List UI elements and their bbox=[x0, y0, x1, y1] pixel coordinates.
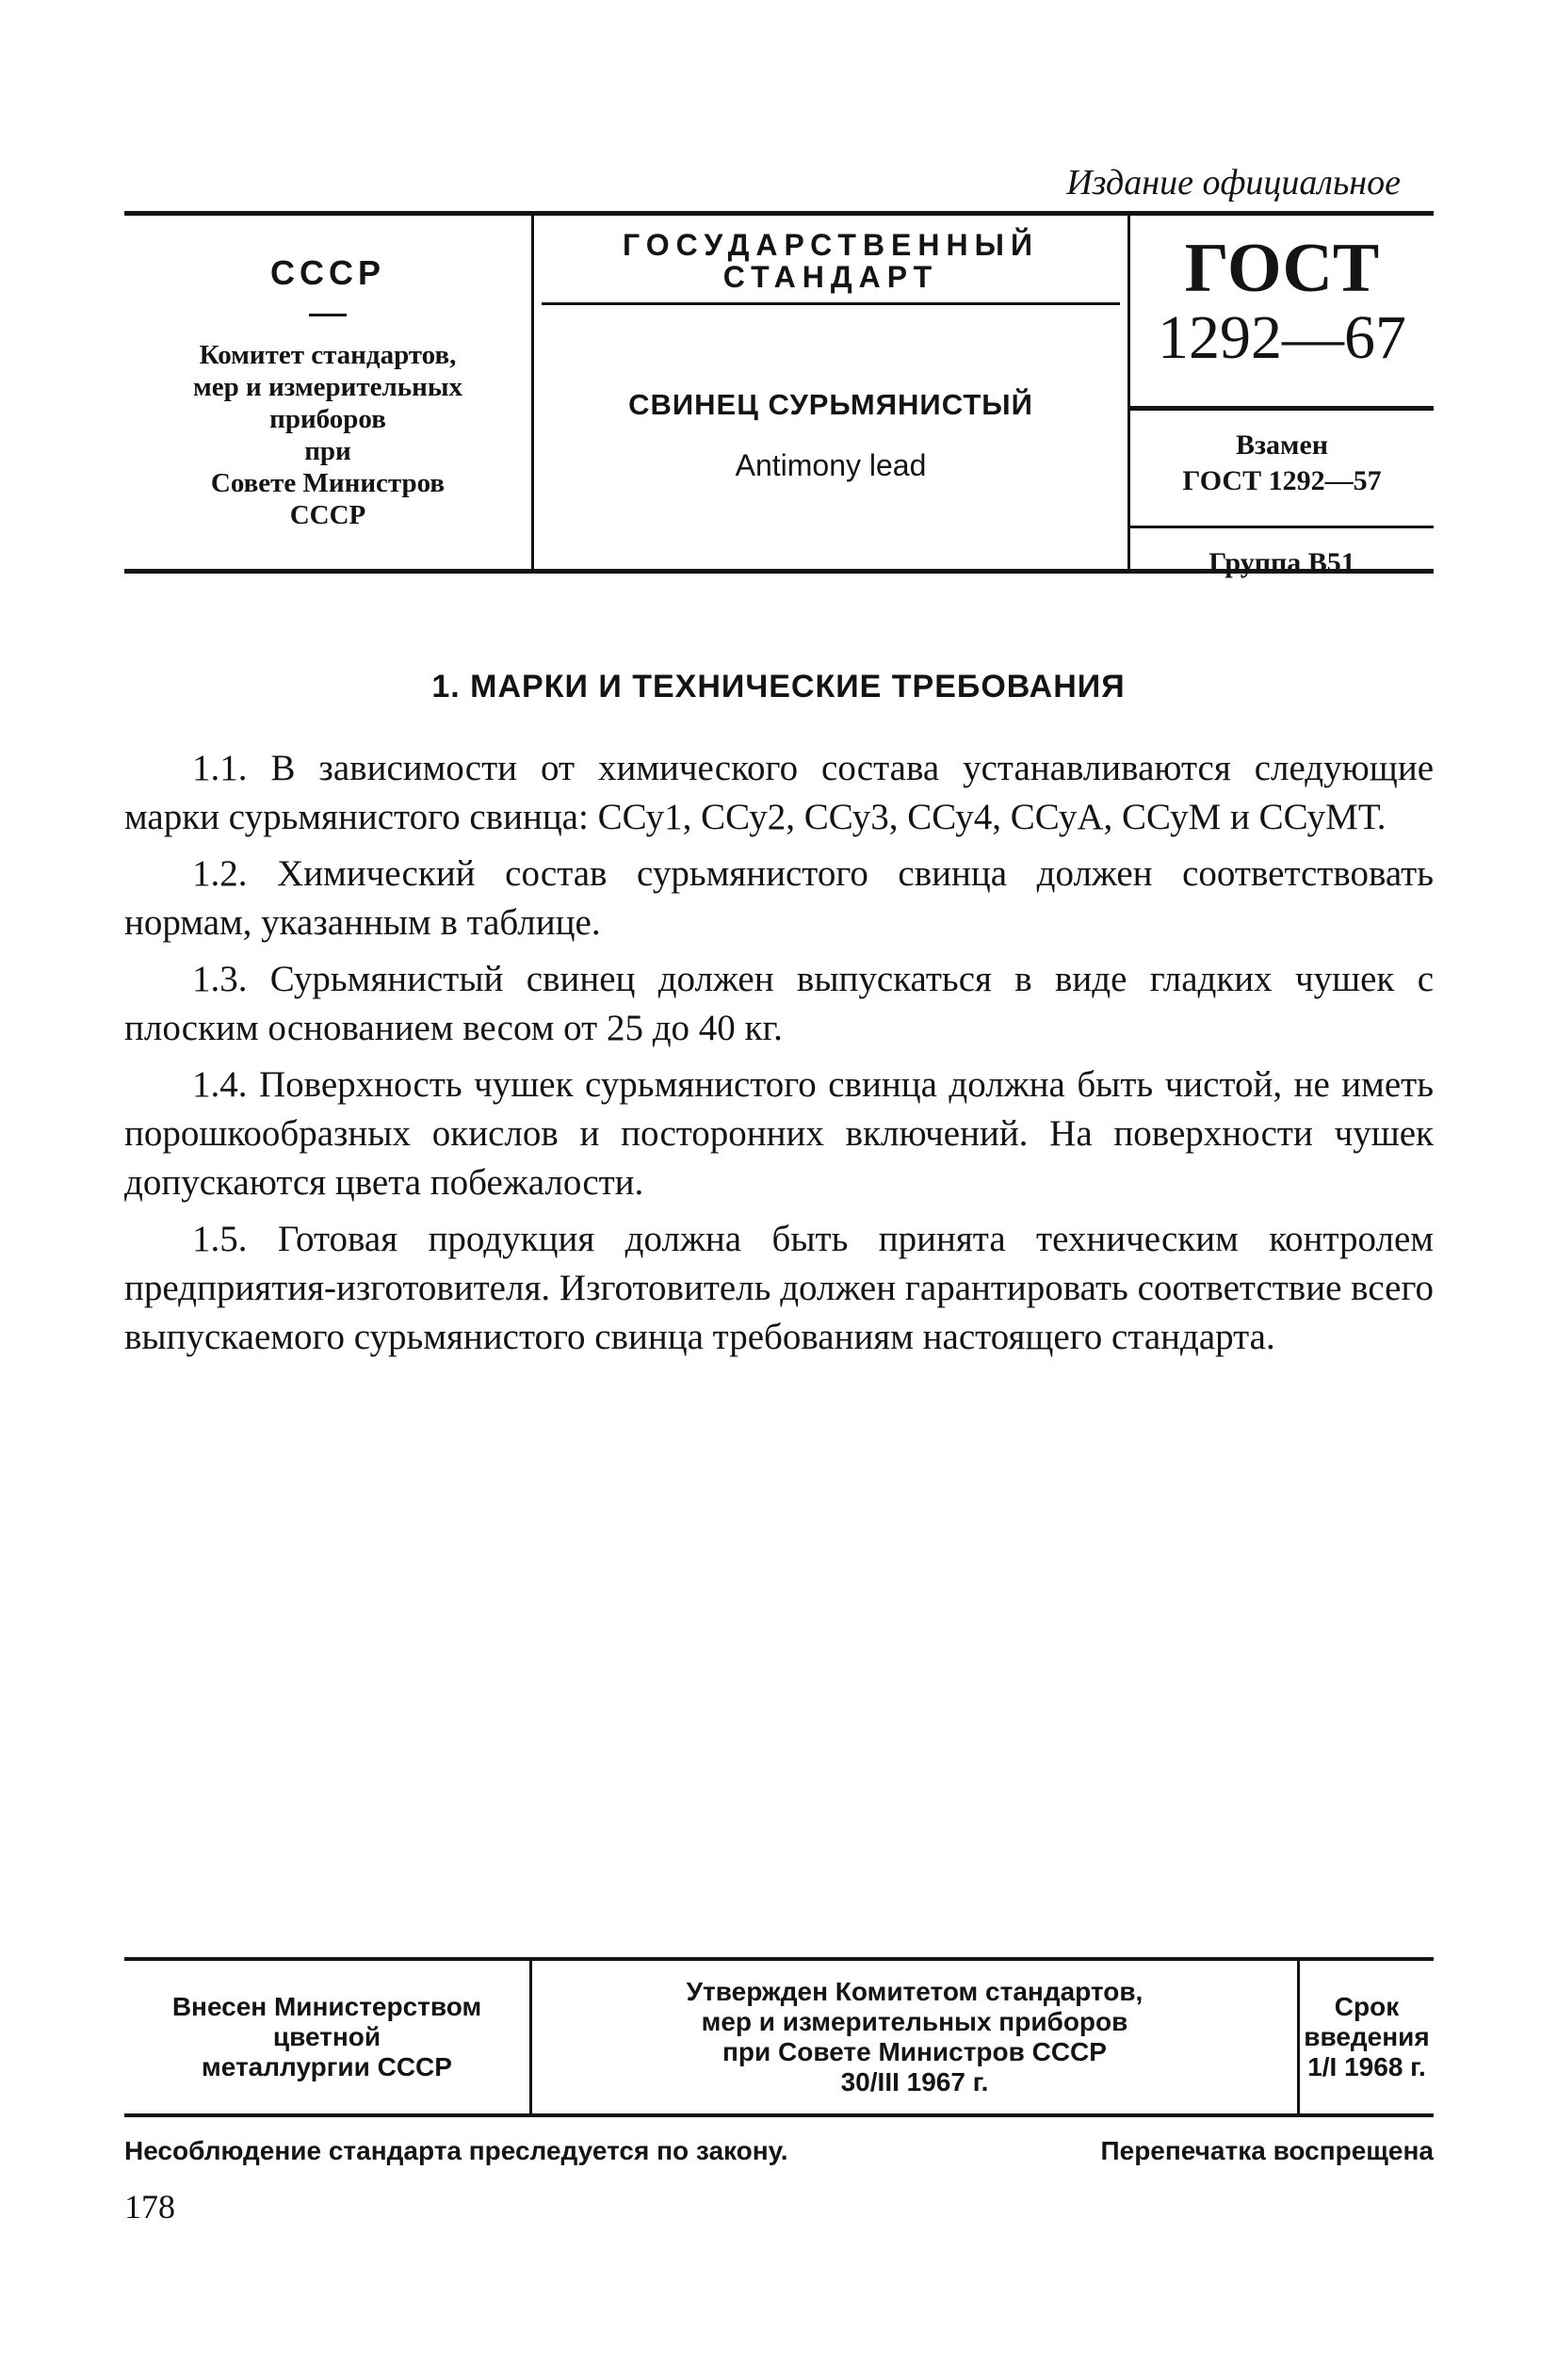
title-divider bbox=[542, 302, 1120, 305]
legal-notice: Несоблюдение стандарта преследуется по закону. bbox=[124, 2136, 788, 2165]
paragraph-1-4: 1.4. Поверхность чушек сурьмянистого свинца должна быть чистой, не иметь порошкообразных окислов и посторонних включений. На поверхности чушек допускаются цвета побежалости. bbox=[124, 1064, 1434, 1203]
footer-table bbox=[124, 1957, 1434, 2117]
edition-label: Издание официальное bbox=[1066, 163, 1401, 202]
paragraph-1-5: 1.5. Готовая продукция должна быть принята техническим контролем предприятия-изготовителя. Изготовитель должен гарантировать соответствие всего выпускаемого сурьмянистого свинца требованиям настоящего стандарта. bbox=[124, 1219, 1434, 1357]
header-issuer-cell bbox=[124, 216, 534, 569]
section-title: 1. МАРКИ И ТЕХНИЧЕСКИЕ ТРЕБОВАНИЯ bbox=[431, 669, 1126, 704]
header-table bbox=[124, 211, 1434, 578]
committee-name: Комитет стандартов, мер и измерительных приборов при Совете Министров СССР bbox=[193, 340, 462, 530]
group-code: Группа В51 bbox=[1208, 547, 1355, 578]
ussr-label: СССР bbox=[269, 253, 385, 292]
header-title-cell bbox=[534, 216, 1130, 569]
state-standard-title: ГОСУДАРСТВЕННЫЙ СТАНДАРТ bbox=[623, 228, 1039, 294]
group-divider bbox=[1130, 526, 1434, 528]
gost-label: ГОСТ bbox=[1184, 230, 1380, 307]
gost-divider bbox=[1130, 406, 1434, 411]
paragraph-1-2: 1.2. Химический состав сурьмянистого свинца должен соответствовать нормам, указанным в таблице. bbox=[124, 853, 1434, 943]
product-name-en: Antimony lead bbox=[735, 448, 927, 482]
replaces-note: Взамен ГОСТ 1292—57 bbox=[1182, 429, 1382, 496]
header-gost-cell bbox=[1130, 216, 1434, 578]
gost-number: 1292—67 bbox=[1158, 303, 1406, 372]
paragraph-1-1: 1.1. В зависимости от химического состава устанавливаются следующие марки сурьмянистого свинца: ССу1, ССу2, ССу3, ССу4, ССуА, ССуМ и ССуМТ. bbox=[124, 748, 1434, 837]
effective-date: Срок введения 1/I 1968 г. bbox=[1304, 1992, 1430, 2081]
reprint-notice: Перепечатка воспрещена bbox=[1100, 2136, 1434, 2165]
approved-by: Утвержден Комитетом стандартов, мер и измерительных приборов при Совете Министров СССР 30/III 1967 г. bbox=[532, 1961, 1300, 2113]
paragraph-1-3: 1.3. Сурьмянистый свинец должен выпускаться в виде гладких чушек с плоским основанием весом от 25 до 40 кг. bbox=[124, 959, 1434, 1048]
dash-divider bbox=[309, 314, 347, 316]
product-name-ru: СВИНЕЦ СУРЬМЯНИСТЫЙ bbox=[628, 388, 1033, 421]
page-number: 178 bbox=[124, 2188, 175, 2226]
body-text bbox=[124, 744, 1434, 1369]
introduced-by: Внесен Министерством цветной металлургии СССР bbox=[124, 1961, 532, 2113]
